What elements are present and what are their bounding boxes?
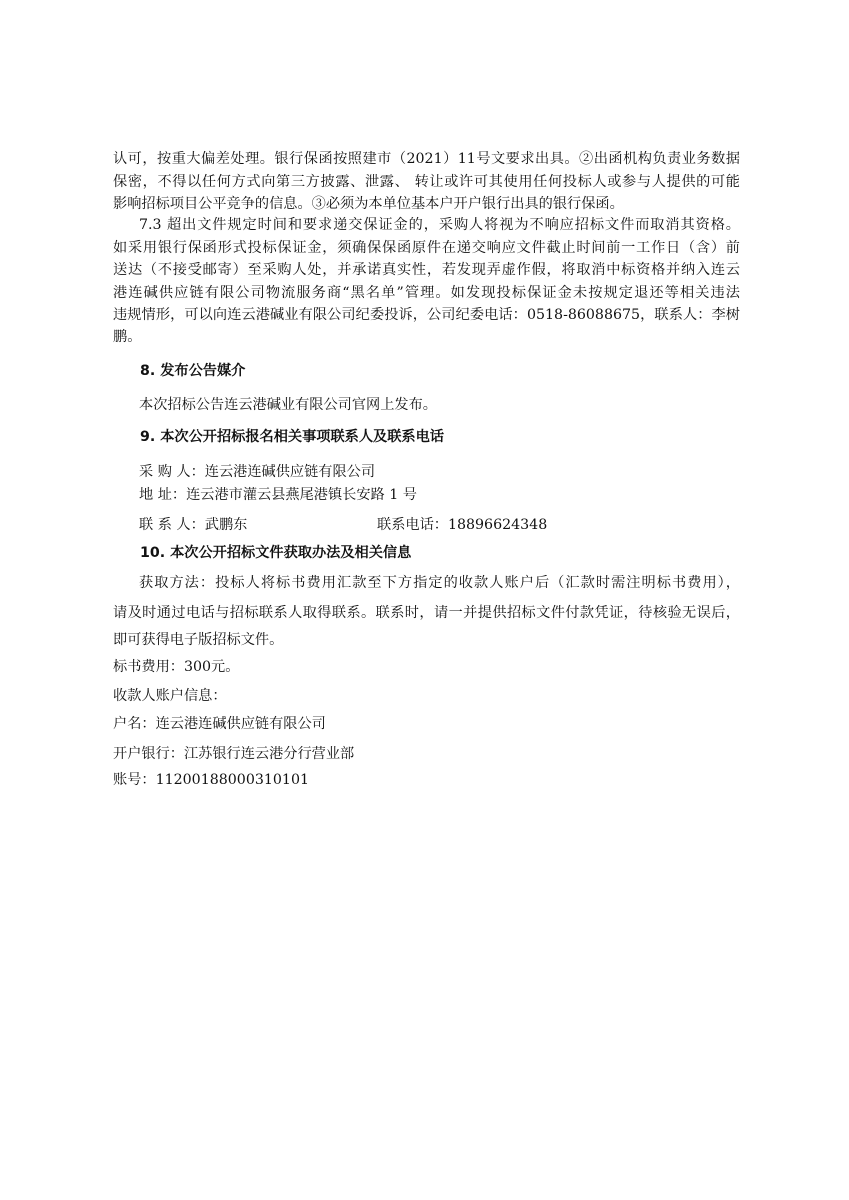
paragraph-line: 7.3 超出文件规定时间和要求递交保证金的，采购人将视为不响应招标文件而取消其资格。 bbox=[139, 217, 740, 233]
account-title: 收款人账户信息： bbox=[113, 688, 227, 704]
paragraph-line: 鹏。 bbox=[113, 329, 142, 345]
method-line: 即可获得电子版招标文件。 bbox=[113, 632, 284, 648]
section-8-text: 本次招标公告连云港碱业有限公司官网上发布。 bbox=[139, 397, 437, 413]
section-heading-8: 8. 发布公告媒介 bbox=[140, 363, 246, 379]
paragraph-line: 如采用银行保函形式投标保证金，须确保保函原件在递交响应文件截止时间前一工作日（含）前 bbox=[113, 240, 740, 256]
section-heading-9: 9. 本次公开招标报名相关事项联系人及联系电话 bbox=[140, 429, 444, 445]
paragraph-line: 影响招标项目公平竞争的信息。③必须为本单位基本户开户银行出具的银行保函。 bbox=[113, 196, 624, 212]
method-line: 请及时通过电话与招标联系人取得联系。联系时，请一并提供招标文件付款凭证，待核验无误后， bbox=[113, 605, 740, 621]
paragraph-line: 港连碱供应链有限公司物流服务商“黑名单”管理。如发现投标保证金未按规定退还等相关违法 bbox=[113, 285, 740, 301]
paragraph-line: 送达（不接受邮寄）至采购人处，并承诺真实性，若发现弄虚作假，将取消中标资格并纳入连云 bbox=[113, 262, 740, 278]
account-number: 账号：11200188000310101 bbox=[113, 772, 310, 788]
section-heading-10: 10. 本次公开招标文件获取办法及相关信息 bbox=[140, 545, 412, 561]
paragraph-line: 保密，不得以任何方式向第三方披露、泄露、 转让或许可其使用任何投标人或参与人提供的可能 bbox=[113, 174, 740, 190]
method-line: 获取方法：投标人将标书费用汇款至下方指定的收款人账户后（汇款时需注明标书费用）， bbox=[139, 575, 740, 591]
paragraph-line: 认可，按重大偏差处理。银行保函按照建市（2021）11号文要求出具。②出函机构负责业务数据 bbox=[113, 151, 740, 167]
purchaser-line: 采 购 人：连云港连碱供应链有限公司 bbox=[139, 464, 376, 480]
address-line: 地 址：连云港市灌云县燕尾港镇长安路 1 号 bbox=[139, 487, 417, 503]
fee-line: 标书费用：300元。 bbox=[113, 659, 240, 675]
paragraph-line: 违规情形，可以向连云港碱业有限公司纪委投诉，公司纪委电话：0518-86088675，联系人：李树 bbox=[113, 307, 740, 323]
bank-name: 开户银行：江苏银行连云港分行营业部 bbox=[113, 746, 355, 762]
contact-phone: 联系电话：18896624348 bbox=[377, 517, 548, 533]
account-name: 户名：连云港连碱供应链有限公司 bbox=[113, 716, 326, 732]
contact-person: 联 系 人：武鹏东 bbox=[139, 517, 248, 533]
